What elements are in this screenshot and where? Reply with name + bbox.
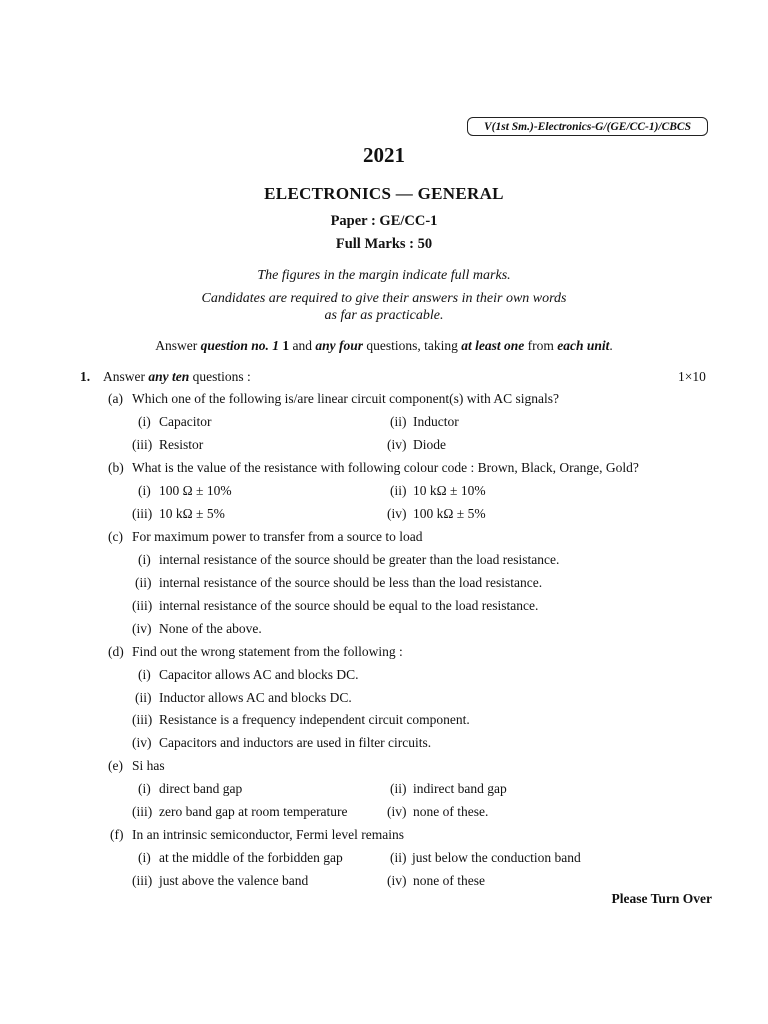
item-label: (e) xyxy=(108,758,123,773)
option-label: (i) xyxy=(138,552,151,567)
item-label: (b) xyxy=(108,460,124,475)
paper-code: V(1st Sm.)-Electronics-G/(GE/CC-1)/CBCS xyxy=(483,120,692,133)
option-text: direct band gap xyxy=(159,781,243,796)
option-label: (i) xyxy=(138,667,151,682)
item-label: (d) xyxy=(108,644,124,659)
item-text: For maximum power to transfer from a source to load xyxy=(132,529,423,544)
option-label: (iv) xyxy=(132,621,152,636)
question-marks: 1×10 xyxy=(678,369,706,384)
option-text: Inductor allows AC and blocks DC. xyxy=(159,690,352,705)
option-text: internal resistance of the source should be equal to the load resistance. xyxy=(159,598,539,613)
item-text: Which one of the following is/are linear circuit component(s) with AC signals? xyxy=(132,391,560,406)
option-label: (i) xyxy=(138,781,151,796)
option-text: 10 kΩ ± 5% xyxy=(159,506,225,521)
option-label: (ii) xyxy=(390,781,407,796)
option-text: internal resistance of the source should be greater than the load resistance. xyxy=(159,552,560,567)
item-label: (f) xyxy=(110,827,124,842)
option-label: (ii) xyxy=(135,690,152,705)
option-label: (iv) xyxy=(387,506,407,521)
item-text: Find out the wrong statement from the following : xyxy=(132,644,403,659)
option-text: internal resistance of the source should be less than the load resistance. xyxy=(159,575,543,590)
option-text: Resistance is a frequency independent circuit component. xyxy=(159,712,470,727)
option-label: (i) xyxy=(138,414,151,429)
item-text: In an intrinsic semiconductor, Fermi level remains xyxy=(132,827,405,842)
option-label: (i) xyxy=(138,850,151,865)
option-label: (iv) xyxy=(387,437,407,452)
option-label: (iii) xyxy=(132,437,153,452)
option-text: Capacitors and inductors are used in filter circuits. xyxy=(159,735,432,750)
option-text: Diode xyxy=(413,437,446,452)
option-label: (iii) xyxy=(132,804,153,819)
option-label: (ii) xyxy=(390,483,407,498)
option-label: (iii) xyxy=(132,712,153,727)
option-label: (ii) xyxy=(390,414,407,429)
option-text: none of these xyxy=(413,873,485,888)
option-label: (iii) xyxy=(132,598,153,613)
item-label: (c) xyxy=(108,529,123,544)
instruction-own-words: Candidates are required to give their answers in their own words xyxy=(201,291,567,306)
paper-code-box xyxy=(467,117,708,136)
option-label: (iv) xyxy=(132,735,152,750)
paper-label: Paper : GE/CC-1 xyxy=(330,213,438,229)
option-label: (i) xyxy=(138,483,151,498)
question-number: 1. xyxy=(80,369,91,384)
instruction-practicable: as far as practicable. xyxy=(324,308,444,323)
option-text: none of these. xyxy=(413,804,489,819)
exam-year: 2021 xyxy=(363,143,405,167)
option-label: (ii) xyxy=(135,575,152,590)
option-label: (iv) xyxy=(387,804,407,819)
option-label: (iii) xyxy=(132,506,153,521)
answer-instruction: Answer question no. 1 1 and any four questions, taking at least one from each unit. xyxy=(155,338,613,353)
item-text: What is the value of the resistance with following colour code : Brown, Black, Orange, Gold? xyxy=(132,460,639,475)
option-text: None of the above. xyxy=(159,621,262,636)
option-label: (iv) xyxy=(387,873,407,888)
option-text: Inductor xyxy=(413,414,459,429)
instruction-margin: The figures in the margin indicate full marks. xyxy=(257,268,511,283)
question-prompt: Answer any ten questions : xyxy=(103,369,251,384)
option-label: (ii) xyxy=(390,850,407,865)
please-turn-over: Please Turn Over xyxy=(611,891,712,906)
option-label: (iii) xyxy=(132,873,153,888)
full-marks: Full Marks : 50 xyxy=(335,236,433,252)
item-label: (a) xyxy=(108,391,123,406)
option-text: 100 Ω ± 10% xyxy=(159,483,232,498)
option-text: 100 kΩ ± 5% xyxy=(413,506,486,521)
option-text: Resistor xyxy=(159,437,204,452)
option-text: at the middle of the forbidden gap xyxy=(159,850,343,865)
item-text: Si has xyxy=(132,758,165,773)
option-text: indirect band gap xyxy=(413,781,507,796)
subject-title: ELECTRONICS — GENERAL xyxy=(264,184,504,203)
option-text: Capacitor allows AC and blocks DC. xyxy=(159,667,359,682)
option-text: just above the valence band xyxy=(159,873,309,888)
option-text: zero band gap at room temperature xyxy=(159,804,348,819)
option-text: 10 kΩ ± 10% xyxy=(413,483,486,498)
option-text: Capacitor xyxy=(159,414,212,429)
option-text: just below the conduction band xyxy=(412,850,581,865)
